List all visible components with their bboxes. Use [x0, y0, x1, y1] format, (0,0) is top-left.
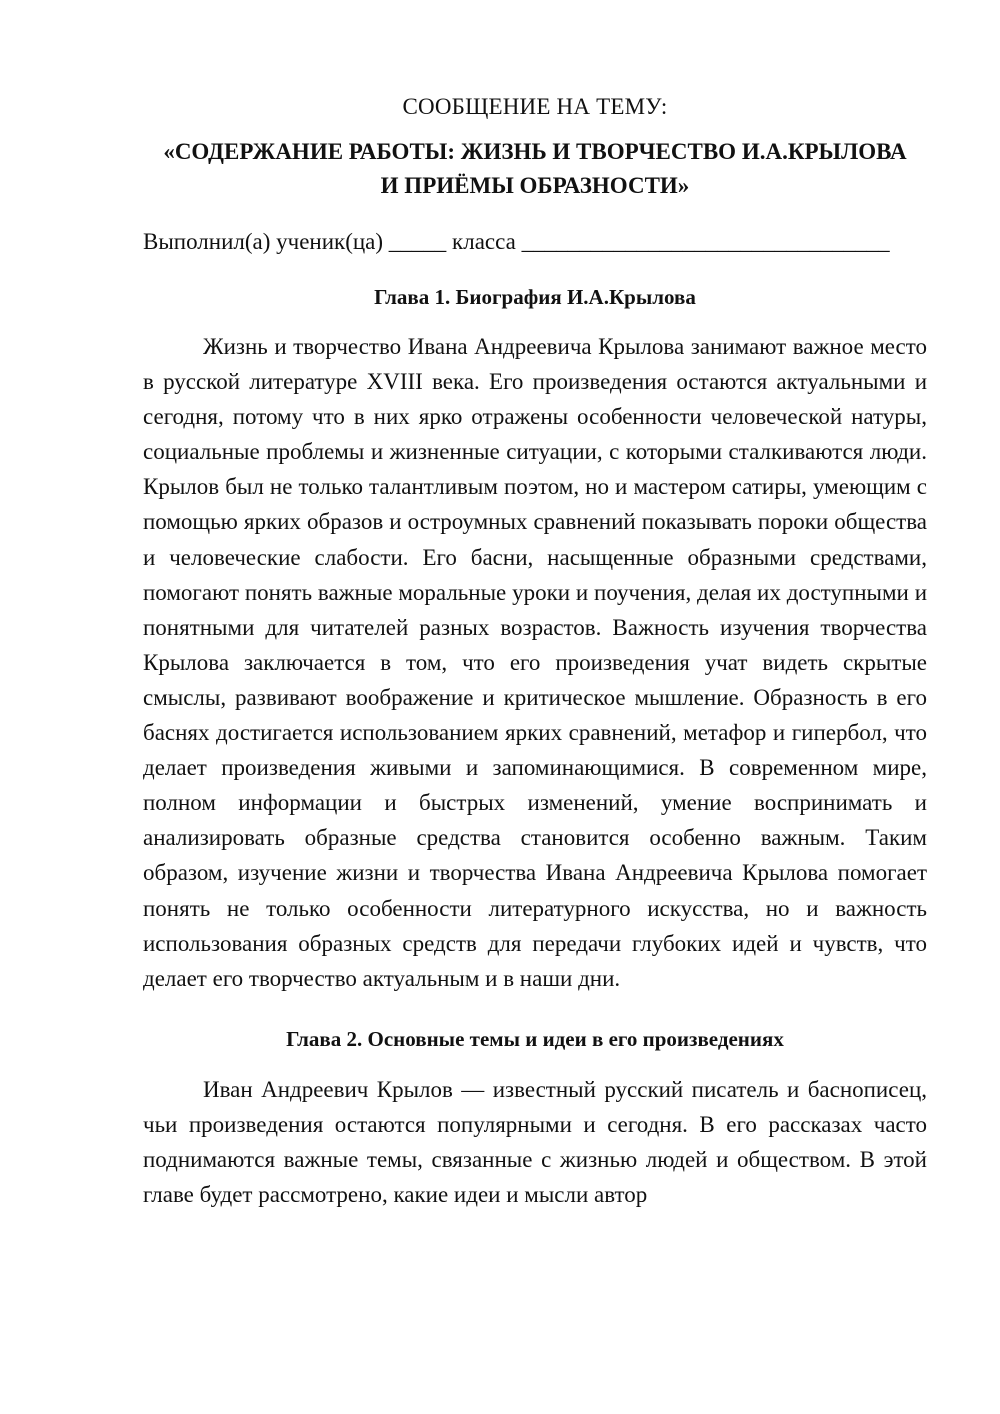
student-info-line: Выполнил(а) ученик(ца) _____ класса ________________________________ — [143, 229, 890, 254]
chapter-2-heading: Глава 2. Основные темы и идеи в его произведениях — [286, 1026, 784, 1051]
chapter-1-paragraph: Жизнь и творчество Ивана Андреевича Крылова занимают важное место в русской литературе XVIII века. Его произведения остаются актуальными и сегодня, потому что в них ярко отражены особенности человеческой натуры, социальные проблемы и жизненные ситуации, с которыми сталкиваются люди. Крылов был не только талантливым поэтом, но и мастером сатиры, умеющим с помощью ярких образов и остроумных сравнений показывать пороки общества и человеческие слабости. Его басни, насыщенные образными средствами, помогают понять важные моральные уроки и поучения, делая их доступными и понятными для читателей разных возрастов. Важность изучения творчества Крылова заключается в том, что его произведения учат видеть скрытые смыслы, развивают воображение и критическое мышление. Образность в его баснях достигается использованием ярких сравнений, метафор и гипербол, что делает произведения живыми и запоминающимися. В современном мире, полном информации и быстрых изменений, умение воспринимать и анализировать образные средства становится особенно важным. Таким образом, изучение жизни и творчества Ивана Андреевича Крылова помогает понять не только особенности литературного искусства, но и важность использования образных средств для передачи глубоких идей и чувств, что делает его творчество актуальным и в наши дни. — [143, 334, 927, 991]
chapter-2-paragraph: Иван Андреевич Крылов — известный русский писатель и баснописец, чьи произведения остаются популярными и сегодня. В его рассказах часто поднимаются важные темы, связанные с жизнью людей и обществом. В этой главе будет рассмотрено, какие идеи и мысли автор — [143, 1076, 927, 1208]
document-title-line-1: «СОДЕРЖАНИЕ РАБОТЫ: ЖИЗНЬ И ТВОРЧЕСТВО И.А.КРЫЛОВА — [163, 139, 907, 164]
document-title-line-2: И ПРИЁМЫ ОБРАЗНОСТИ» — [380, 173, 690, 198]
chapter-1-heading: Глава 1. Биография И.А.Крылова — [374, 285, 696, 309]
document-label: СООБЩЕНИЕ НА ТЕМУ: — [402, 94, 668, 119]
document-title — [143, 135, 927, 203]
